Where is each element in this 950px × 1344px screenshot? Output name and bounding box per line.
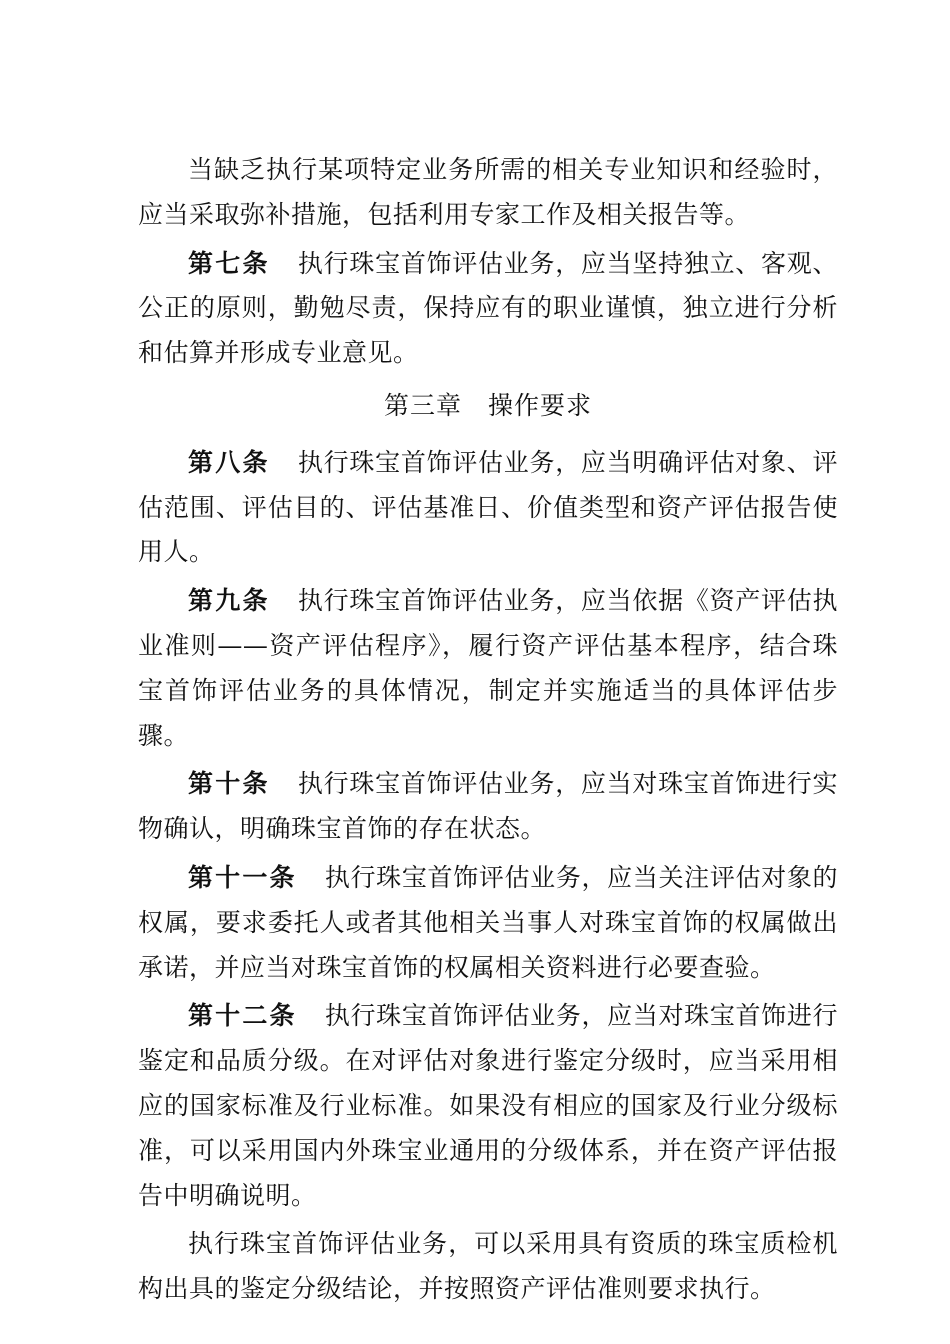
document-body — [138, 148, 838, 1316]
article-label: 第十一条 — [188, 862, 297, 892]
paragraph-text: 当缺乏执行某项特定业务所需的相关专业知识和经验时，应当采取弥补措施，包括利用专家工作及相关报告等。 — [138, 155, 838, 229]
article-9 — [138, 579, 838, 758]
article-12 — [138, 994, 838, 1218]
paragraph-text: 执行珠宝首饰评估业务，可以采用具有资质的珠宝质检机构出具的鉴定分级结论，并按照资产评估准则要求执行。 — [138, 1229, 838, 1304]
paragraph-supplement — [138, 1222, 838, 1312]
article-text: 执行珠宝首饰评估业务，应当对珠宝首饰进行鉴定和品质分级。在对评估对象进行鉴定分级时，应当采用相应的国家标准及行业标准。如果没有相应的国家及行业分级标准，可以采用国内外珠宝业通用的分级体系，并在资产评估报告中明确说明。 — [138, 1001, 838, 1210]
paragraph-continuation — [138, 148, 838, 238]
article-text: 执行珠宝首饰评估业务，应当坚持独立、客观、公正的原则，勤勉尽责，保持应有的职业谨慎，独立进行分析和估算并形成专业意见。 — [138, 248, 838, 368]
chapter-heading — [138, 384, 838, 429]
article-label: 第十条 — [188, 769, 270, 799]
article-text: 执行珠宝首饰评估业务，应当关注评估对象的权属，要求委托人或者其他相关当事人对珠宝首饰的权属做出承诺，并应当对珠宝首饰的权属相关资料进行必要查验。 — [138, 862, 838, 982]
article-label: 第八条 — [188, 447, 270, 477]
article-label: 第七条 — [188, 248, 270, 278]
article-8 — [138, 441, 838, 575]
article-text: 执行珠宝首饰评估业务，应当依据《资产评估执业准则——资产评估程序》，履行资产评估基本程序，结合珠宝首饰评估业务的具体情况，制定并实施适当的具体评估步骤。 — [138, 586, 838, 750]
chapter-number: 第三章 — [383, 390, 462, 420]
chapter-title: 操作要求 — [488, 390, 593, 420]
article-10 — [138, 762, 838, 852]
article-text: 执行珠宝首饰评估业务，应当明确评估对象、评估范围、评估目的、评估基准日、价值类型和资产评估报告使用人。 — [138, 447, 838, 567]
article-label: 第十二条 — [188, 1001, 297, 1031]
article-text: 执行珠宝首饰评估业务，应当对珠宝首饰进行实物确认，明确珠宝首饰的存在状态。 — [138, 769, 838, 844]
article-11 — [138, 856, 838, 990]
article-label: 第九条 — [188, 586, 270, 616]
article-7 — [138, 242, 838, 376]
